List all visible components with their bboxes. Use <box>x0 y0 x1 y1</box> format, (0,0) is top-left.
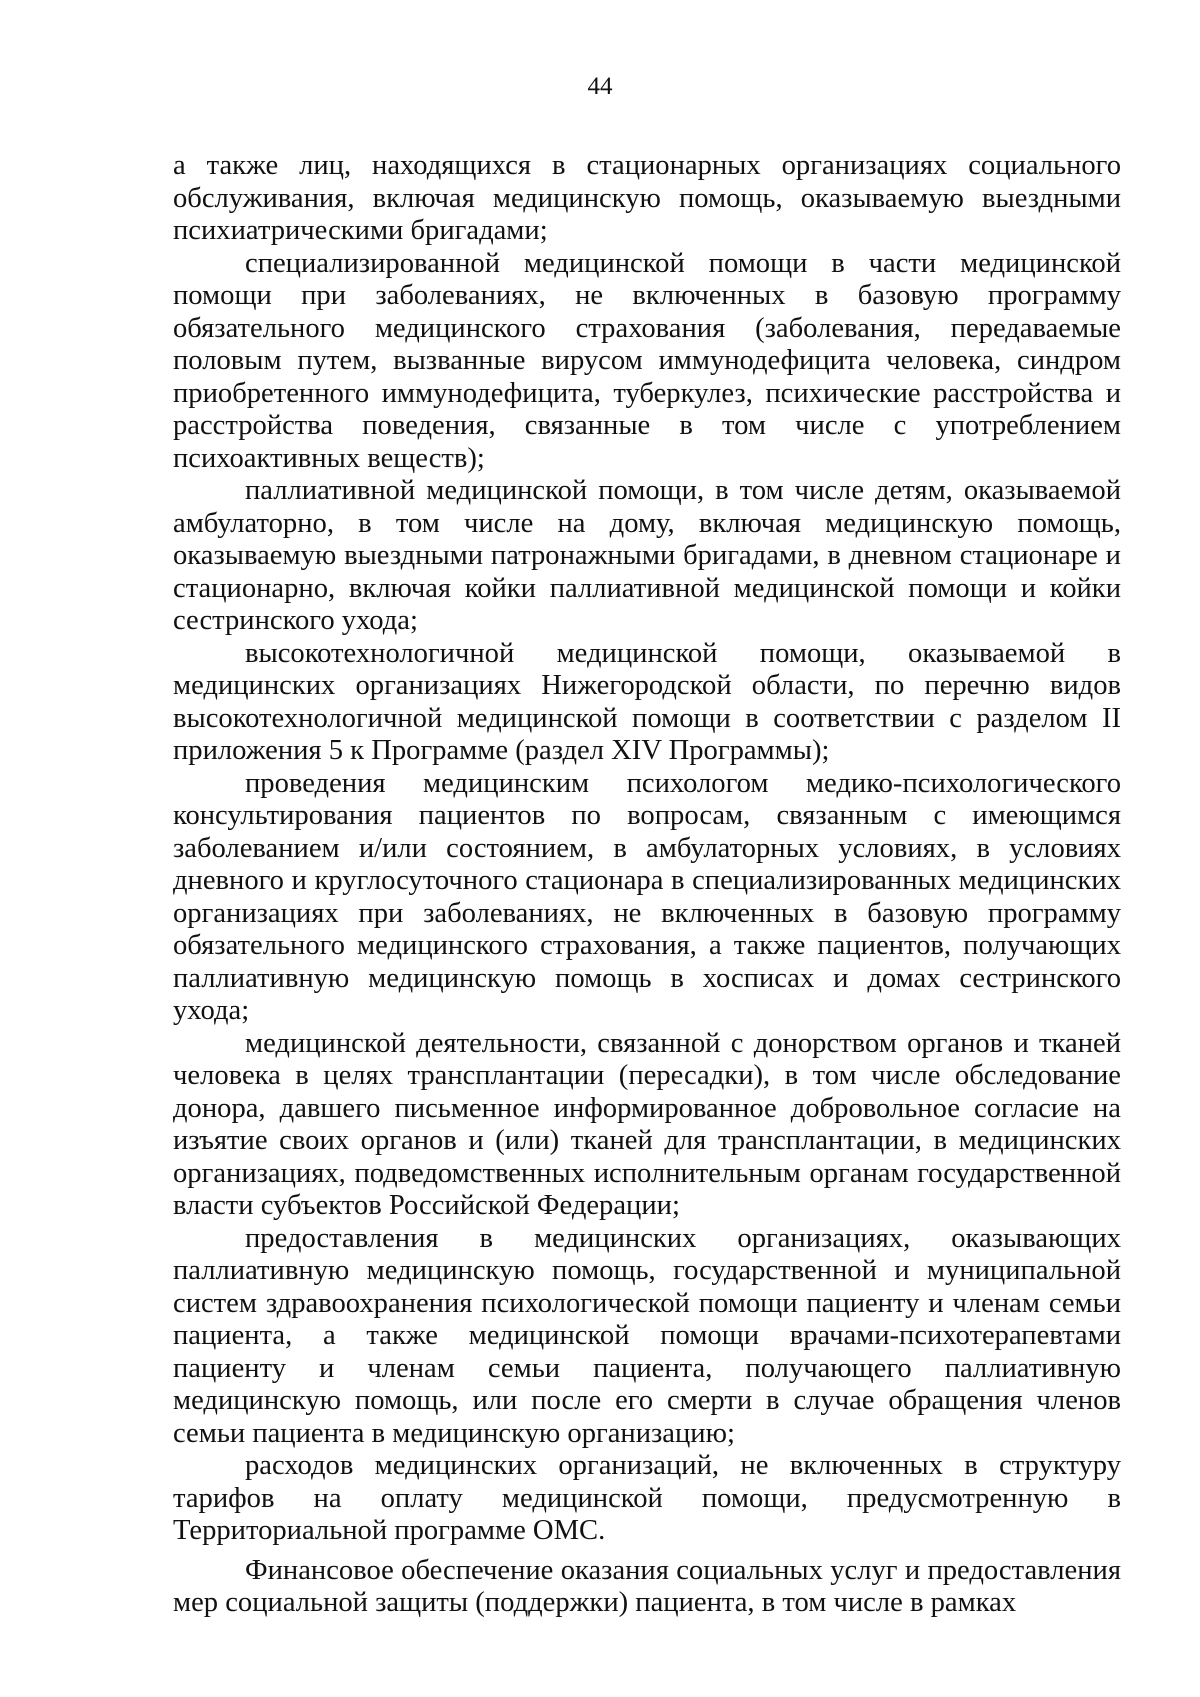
paragraph-organ-donation: медицинской деятельности, связанной с донорством органов и тканей человека в целях трансплантации (пересадки), в том числе обследование донора, давшего письменное информированное добровольное согласие на изъятие своих органов и (или) тканей для трансплантации, в медицинских организациях, подведомственных исполнительным органам государственной власти субъектов Российской Федерации; <box>173 1027 1121 1221</box>
paragraph-palliative-care: паллиативной медицинской помощи, в том числе детям, оказываемой амбулаторно, в том числе на дому, включая медицинскую помощь, оказываемую выездными патронажными бригадами, в дневном стационаре и стационарно, включая койки паллиативной медицинской помощи и койки сестринского ухода; <box>173 475 1121 636</box>
document-body <box>173 150 1121 1620</box>
paragraph-expenses: расходов медицинских организаций, не включенных в структуру тарифов на оплату медицинской помощи, предусмотренную в Территориальной программе ОМС. <box>173 1450 1121 1546</box>
paragraph-financial-support: Финансовое обеспечение оказания социальных услуг и предоставления мер социальной защиты (поддержки) пациента, в том числе в рамках <box>173 1554 1121 1618</box>
paragraph-continuation: а также лиц, находящихся в стационарных организациях социального обслуживания, включая медицинскую помощь, оказываемую выездными психиатрическими бригадами; <box>173 150 1121 246</box>
paragraph-psychological-help: предоставления в медицинских организациях, оказывающих паллиативную медицинскую помощь, государственной и муниципальной систем здравоохранения психологической помощи пациенту и членам семьи пациента, а также медицинской помощи врачами-психотерапевтами пациенту и членам семьи пациента, получающего паллиативную медицинскую помощь, или после его смерти в случае обращения членов семьи пациента в медицинскую организацию; <box>173 1222 1121 1449</box>
paragraph-specialized-care: специализированной медицинской помощи в части медицинской помощи при заболеваниях, не включенных в базовую программу обязательного медицинского страхования (заболевания, передаваемые половым путем, вызванные вирусом иммунодефицита человека, синдром приобретенного иммунодефицита, туберкулез, психические расстройства и расстройства поведения, связанные в том числе с употреблением психоактивных веществ); <box>173 247 1121 474</box>
paragraph-high-tech-care: высокотехнологичной медицинской помощи, оказываемой в медицинских организациях Нижегородской области, по перечню видов высокотехнологичной медицинской помощи в соответствии с разделом II приложения 5 к Программе (раздел XIV Программы); <box>173 637 1121 766</box>
page-number: 44 <box>587 73 613 100</box>
paragraph-psychologist-consulting: проведения медицинским психологом медико-психологического консультирования пациентов по вопросам, связанным с имеющимся заболеванием и/или состоянием, в амбулаторных условиях, в условиях дневного и круглосуточного стационара в специализированных медицинских организациях при заболеваниях, не включенных в базовую программу обязательного медицинского страхования, а также пациентов, получающих паллиативную медицинскую помощь в хосписах и домах сестринского ухода; <box>173 767 1121 1026</box>
